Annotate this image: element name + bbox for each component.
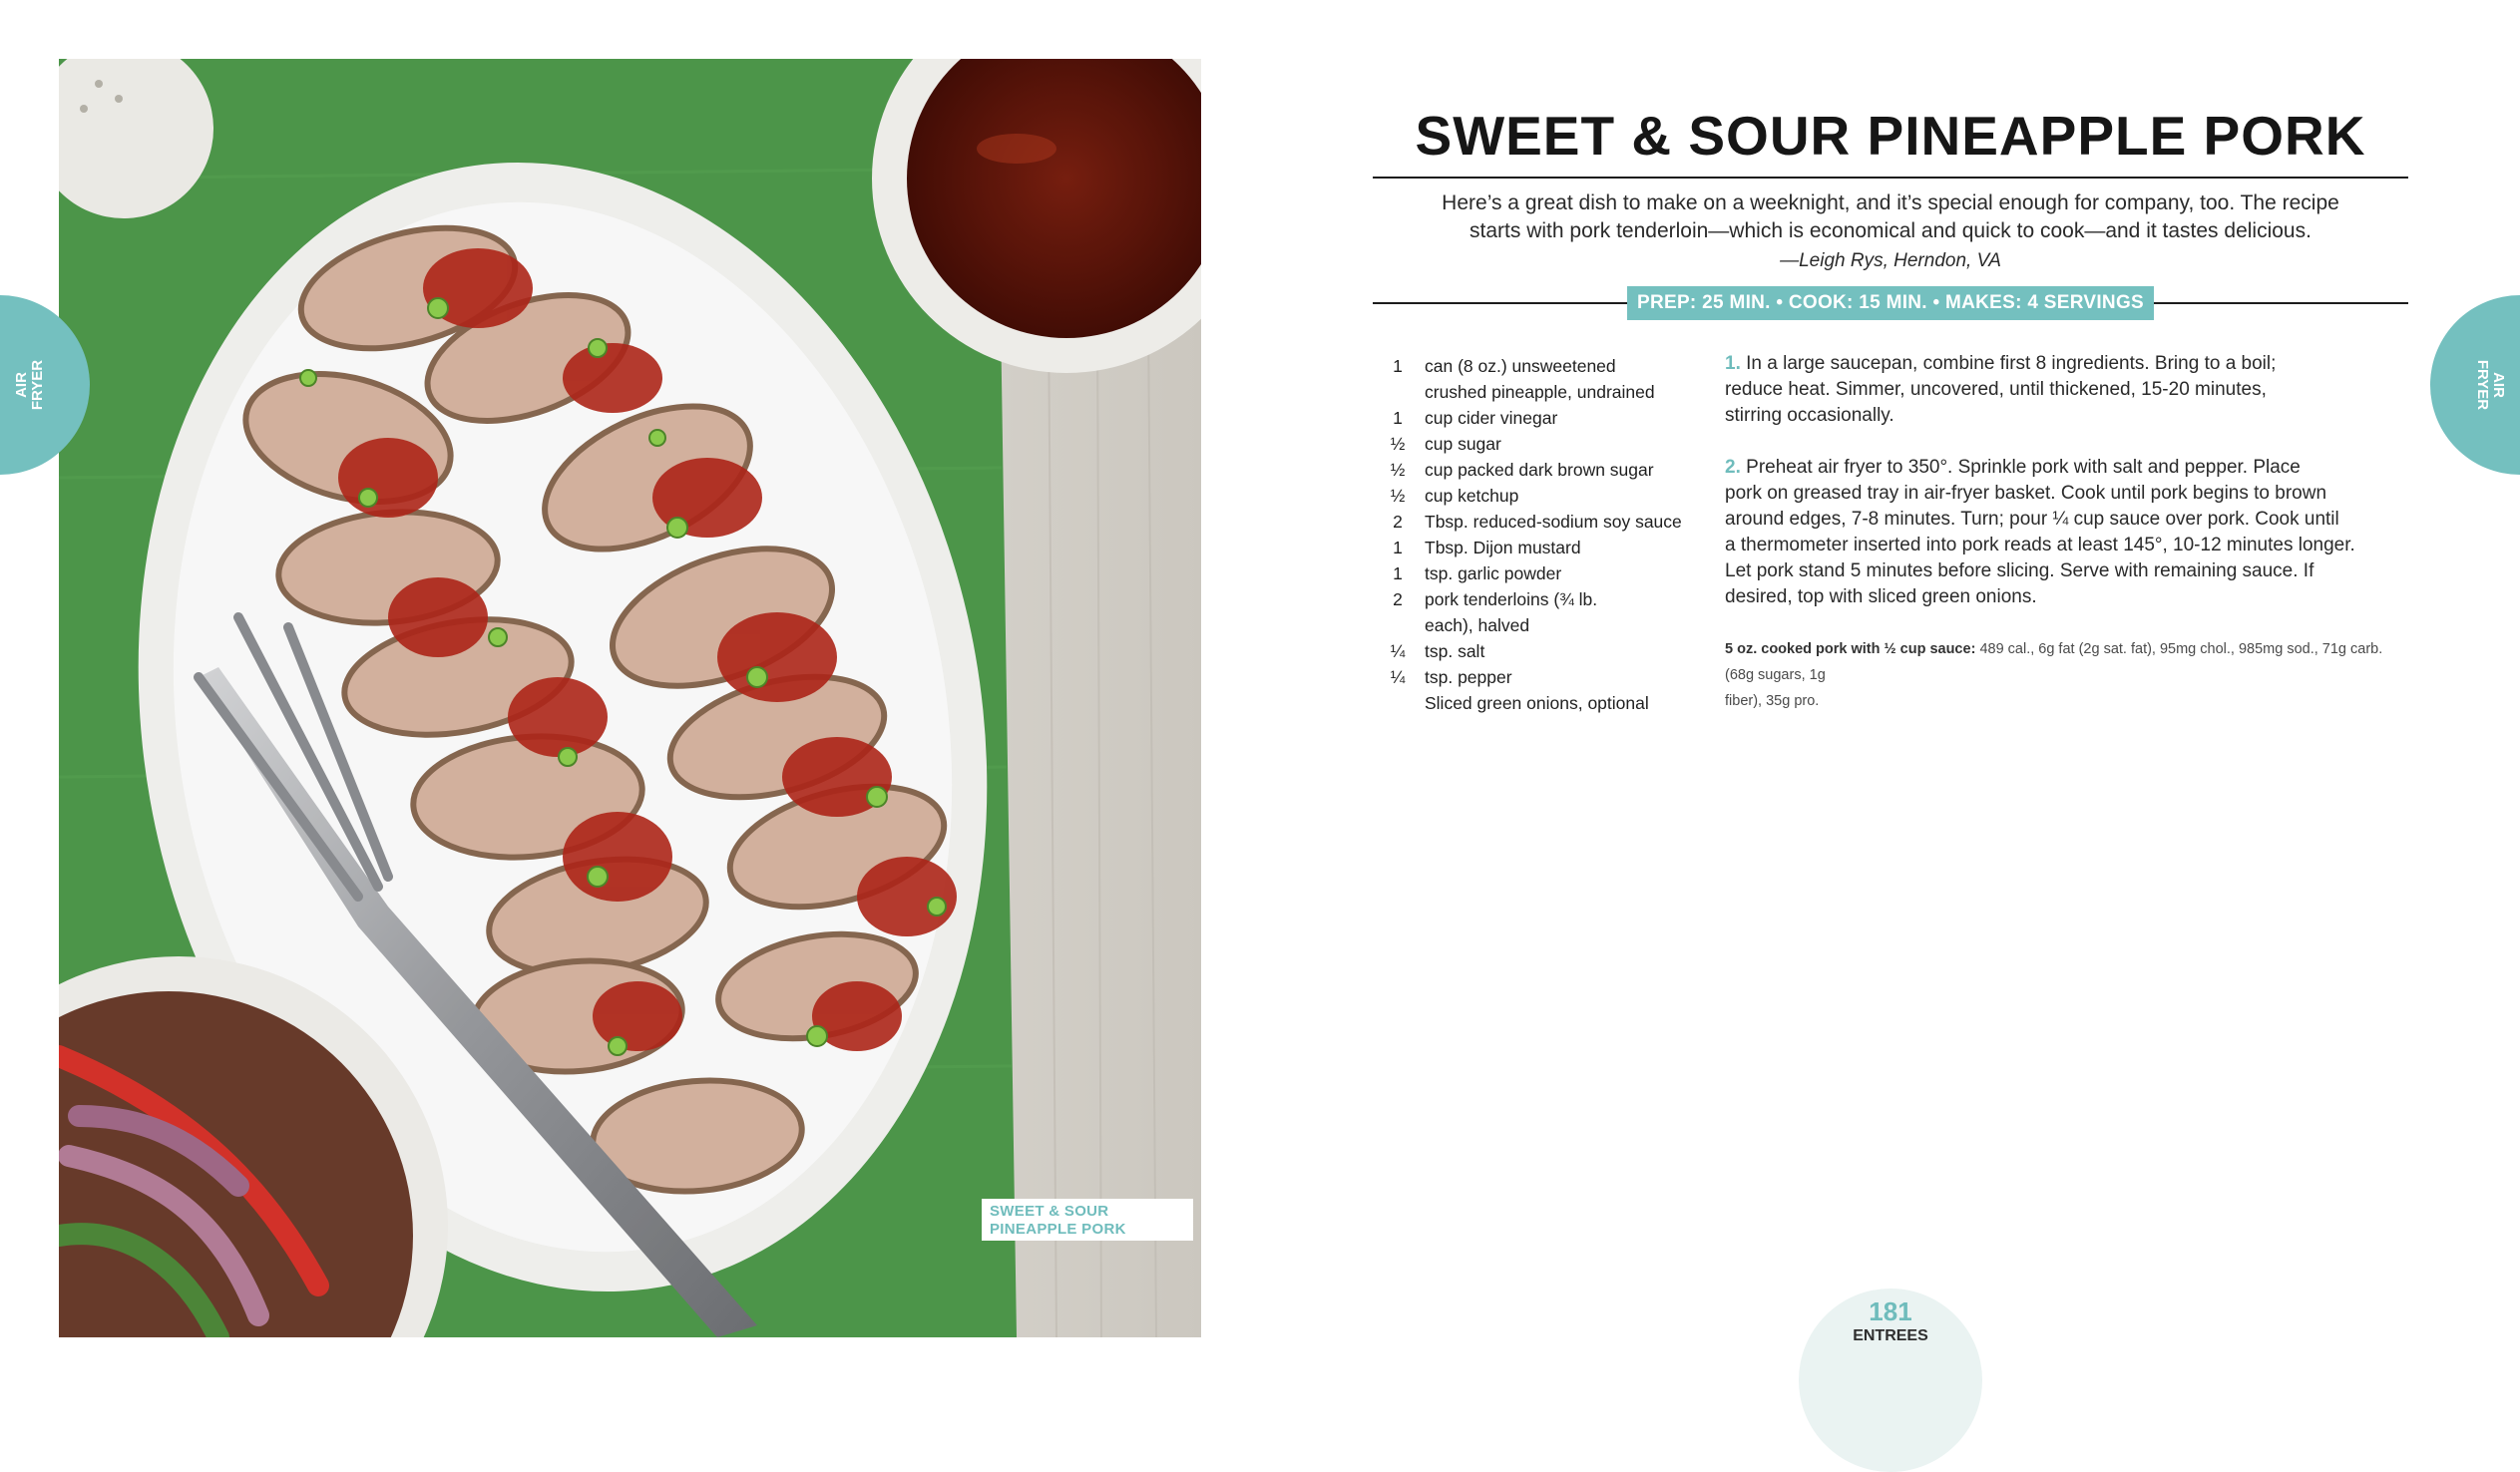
ingredient-text: cup packed dark brown sugar: [1425, 460, 1654, 480]
step-list: [1725, 351, 2393, 610]
nutrition-heading: 5 oz. cooked pork with ½ cup sauce:: [1725, 641, 1976, 657]
ingredient-text: tsp. salt: [1425, 641, 1485, 661]
step-line: [1725, 584, 2393, 610]
ingredient-row: [1383, 509, 1712, 535]
ingredient-text: pork tenderloins (¾ lb.: [1425, 589, 1598, 609]
nutrition-facts: [1725, 636, 2393, 714]
meta-divider-left: [1373, 302, 1627, 304]
ingredient-row: [1383, 612, 1712, 638]
step-text: pork on greased tray in air-fryer basket. Cook until pork begins to brown: [1725, 483, 2327, 504]
ingredient-text: crushed pineapple, undrained: [1425, 382, 1655, 402]
ingredient-quantity: ½: [1390, 460, 1406, 480]
ingredient-text: Tbsp. reduced-sodium soy sauce: [1425, 512, 1682, 532]
intro-line-1: Here’s a great dish to make on a weeknight, and it’s special enough for company, too. The recipe: [1442, 191, 2339, 214]
step-text: around edges, 7-8 minutes. Turn; pour ¼ cup sauce over pork. Cook until: [1725, 509, 2339, 530]
title-divider: [1373, 177, 2408, 179]
plated-pork-illustration: [59, 59, 1201, 1337]
ingredient-row: [1383, 353, 1712, 379]
ingredient-row: [1383, 483, 1712, 509]
ingredient-quantity: 2: [1393, 589, 1403, 609]
section-name: ENTREES: [1853, 1327, 1928, 1344]
chapter-tab-left-label: [14, 360, 46, 410]
recipe-intro: [1393, 189, 2388, 245]
ingredient-quantity: [1383, 612, 1413, 638]
step-text: Preheat air fryer to 350°. Sprinkle pork with salt and pepper. Place: [1746, 457, 2301, 478]
ingredient-text: tsp. pepper: [1425, 667, 1512, 687]
ingredient-quantity: 1: [1393, 563, 1403, 583]
step-number: 1.: [1725, 353, 1741, 374]
step-line: [1725, 403, 2393, 429]
step-text: In a large saucepan, combine first 8 ingredients. Bring to a boil;: [1746, 353, 2277, 374]
meta-divider-right: [2154, 302, 2408, 304]
chapter-tab-right: [2430, 295, 2520, 475]
photo-caption: [982, 1199, 1193, 1241]
step-line: [1725, 507, 2393, 533]
nutrition-text: 489 cal., 6g fat (2g sat. fat), 95mg chol., 985mg sod., 71g carb. (68g sugars, 1g: [1725, 641, 2383, 683]
ingredient-row: [1383, 535, 1712, 560]
step-text: reduce heat. Simmer, uncovered, until thickened, 15-20 minutes,: [1725, 379, 2267, 400]
nutrition-text: fiber), 35g pro.: [1725, 693, 1820, 709]
ingredient-row: [1383, 586, 1712, 612]
ingredient-text: can (8 oz.) unsweetened: [1425, 356, 1616, 376]
step-number: 2.: [1725, 457, 1741, 478]
step-line: [1725, 351, 2393, 377]
tab-left-line-2: FRYER: [29, 359, 46, 411]
recipe-directions: [1725, 351, 2393, 714]
ingredient-quantity: [1383, 379, 1413, 405]
direction-step: [1725, 455, 2393, 610]
ingredient-row: [1383, 690, 1712, 716]
ingredient-row: [1383, 405, 1712, 431]
recipe-meta-row: [1373, 286, 2408, 320]
step-line: [1725, 377, 2393, 403]
recipe-meta-badge: PREP: 25 MIN. • COOK: 15 MIN. • MAKES: 4 SERVINGS: [1627, 286, 2154, 320]
photo-caption-line-2: PINEAPPLE PORK: [990, 1221, 1126, 1238]
ingredient-quantity: [1383, 690, 1413, 716]
recipe-attribution: —Leigh Rys, Herndon, VA: [1780, 250, 2001, 271]
ingredient-row: [1383, 638, 1712, 664]
page-number: 181: [1869, 1296, 1912, 1326]
step-line: [1725, 481, 2393, 507]
step-line: [1725, 558, 2393, 584]
ingredient-quantity: ½: [1390, 486, 1406, 506]
ingredient-quantity: ½: [1390, 434, 1406, 454]
ingredient-row: [1383, 664, 1712, 690]
nutrition-line: [1725, 688, 2393, 714]
ingredient-text: Sliced green onions, optional: [1425, 693, 1649, 713]
ingredient-quantity: ¼: [1390, 641, 1406, 661]
recipe-photo: [59, 59, 1201, 1337]
ingredient-text: tsp. garlic powder: [1425, 563, 1562, 583]
step-text: desired, top with sliced green onions.: [1725, 586, 2037, 607]
step-line: [1725, 455, 2393, 481]
chapter-tab-right-label: [2474, 360, 2506, 410]
photo-caption-line-1: SWEET & SOUR: [990, 1203, 1109, 1220]
direction-step: [1725, 351, 2393, 429]
step-text: Let pork stand 5 minutes before slicing. Serve with remaining sauce. If: [1725, 560, 2314, 581]
tab-right-line-2: FRYER: [2474, 359, 2491, 411]
tab-left-line-1: AIR: [13, 372, 30, 398]
ingredient-list: [1383, 353, 1712, 716]
step-line: [1725, 533, 2393, 558]
tab-right-line-1: AIR: [2490, 372, 2507, 398]
ingredient-quantity: 1: [1393, 538, 1403, 557]
ingredient-quantity: ¼: [1390, 667, 1406, 687]
nutrition-line: [1725, 636, 2393, 688]
ingredient-text: cup cider vinegar: [1425, 408, 1558, 428]
ingredient-text: cup sugar: [1425, 434, 1501, 454]
ingredient-row: [1383, 431, 1712, 457]
ingredient-quantity: 1: [1393, 356, 1403, 376]
step-text: stirring occasionally.: [1725, 405, 1894, 426]
ingredient-row: [1383, 457, 1712, 483]
intro-line-2: starts with pork tenderloin—which is economical and quick to cook—and it tastes delicious.: [1470, 219, 2311, 242]
recipe-title: SWEET & SOUR PINEAPPLE PORK: [1415, 105, 2366, 167]
ingredient-quantity: 2: [1393, 512, 1403, 532]
ingredient-text: Tbsp. Dijon mustard: [1425, 538, 1581, 557]
ingredient-quantity: 1: [1393, 408, 1403, 428]
ingredient-text: each), halved: [1425, 615, 1530, 635]
ingredient-row: [1383, 560, 1712, 586]
step-text: a thermometer inserted into pork reads at least 145°, 10-12 minutes longer.: [1725, 535, 2355, 555]
ingredient-row: [1383, 379, 1712, 405]
ingredient-text: cup ketchup: [1425, 486, 1519, 506]
